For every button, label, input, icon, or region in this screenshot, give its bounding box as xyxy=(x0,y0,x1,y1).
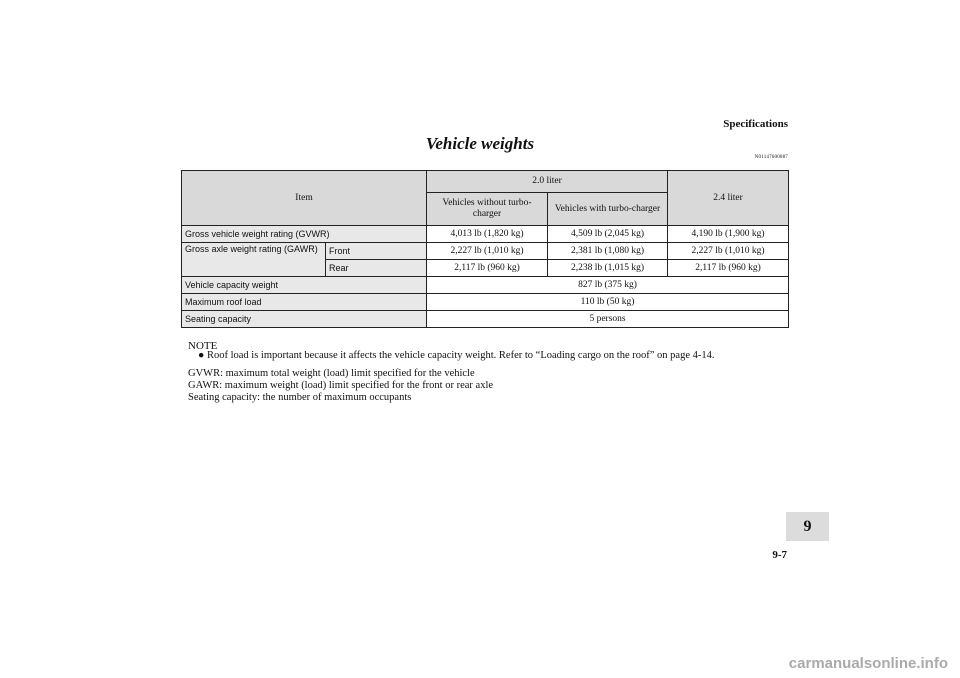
seating-label: Seating capacity xyxy=(182,311,427,328)
page-number: 9-7 xyxy=(772,549,787,561)
seating-value: 5 persons xyxy=(427,311,789,328)
gvwr-2-4: 4,190 lb (1,900 kg) xyxy=(668,226,789,243)
chapter-tab: 9 xyxy=(786,512,829,541)
header-item: Item xyxy=(182,171,427,226)
bullet-icon: ● xyxy=(198,350,205,361)
section-header: Specifications xyxy=(723,118,788,130)
capacity-value: 827 lb (375 kg) xyxy=(427,277,789,294)
gvwr-label: Gross vehicle weight rating (GVWR) xyxy=(182,226,427,243)
front-without-turbo: 2,227 lb (1,010 kg) xyxy=(427,243,548,260)
gawr-label: Gross axle weight rating (GAWR) xyxy=(182,243,326,277)
roof-load-label: Maximum roof load xyxy=(182,294,427,311)
rear-with-turbo: 2,238 lb (1,015 kg) xyxy=(548,260,668,277)
definition-seating: Seating capacity: the number of maximum occupants xyxy=(188,392,412,403)
rear-without-turbo: 2,117 lb (960 kg) xyxy=(427,260,548,277)
header-2-4-liter: 2.4 liter xyxy=(668,171,789,226)
gvwr-without-turbo: 4,013 lb (1,820 kg) xyxy=(427,226,548,243)
front-with-turbo: 2,381 lb (1,080 kg) xyxy=(548,243,668,260)
front-2-4: 2,227 lb (1,010 kg) xyxy=(668,243,789,260)
definition-gvwr: GVWR: maximum total weight (load) limit specified for the vehicle xyxy=(188,368,475,379)
definition-gawr: GAWR: maximum weight (load) limit specified for the front or rear axle xyxy=(188,380,494,391)
rear-2-4: 2,117 lb (960 kg) xyxy=(668,260,789,277)
header-without-turbo: Vehicles without turbo-charger xyxy=(427,193,548,226)
table-row xyxy=(182,277,789,294)
capacity-label: Vehicle capacity weight xyxy=(182,277,427,294)
table-row xyxy=(182,294,789,311)
rear-label: Rear xyxy=(326,260,427,277)
note-item xyxy=(198,350,715,361)
gvwr-with-turbo: 4,509 lb (2,045 kg) xyxy=(548,226,668,243)
table-row xyxy=(182,226,789,243)
weights-table xyxy=(181,170,789,328)
watermark: carmanualsonline.info xyxy=(788,655,948,672)
table-row xyxy=(182,243,789,260)
header-2-0-liter: 2.0 liter xyxy=(427,171,668,193)
note-label: NOTE xyxy=(188,340,218,352)
roof-load-value: 110 lb (50 kg) xyxy=(427,294,789,311)
front-label: Front xyxy=(326,243,427,260)
table-row xyxy=(182,311,789,328)
note-text: Roof load is important because it affects the vehicle capacity weight. Refer to “Loading cargo on the roof” on page 4-14. xyxy=(206,350,715,361)
page-title: Vehicle weights xyxy=(425,134,535,153)
document-code: N01147600087 xyxy=(754,155,788,160)
definitions xyxy=(188,368,493,404)
header-with-turbo: Vehicles with turbo-charger xyxy=(548,193,668,226)
